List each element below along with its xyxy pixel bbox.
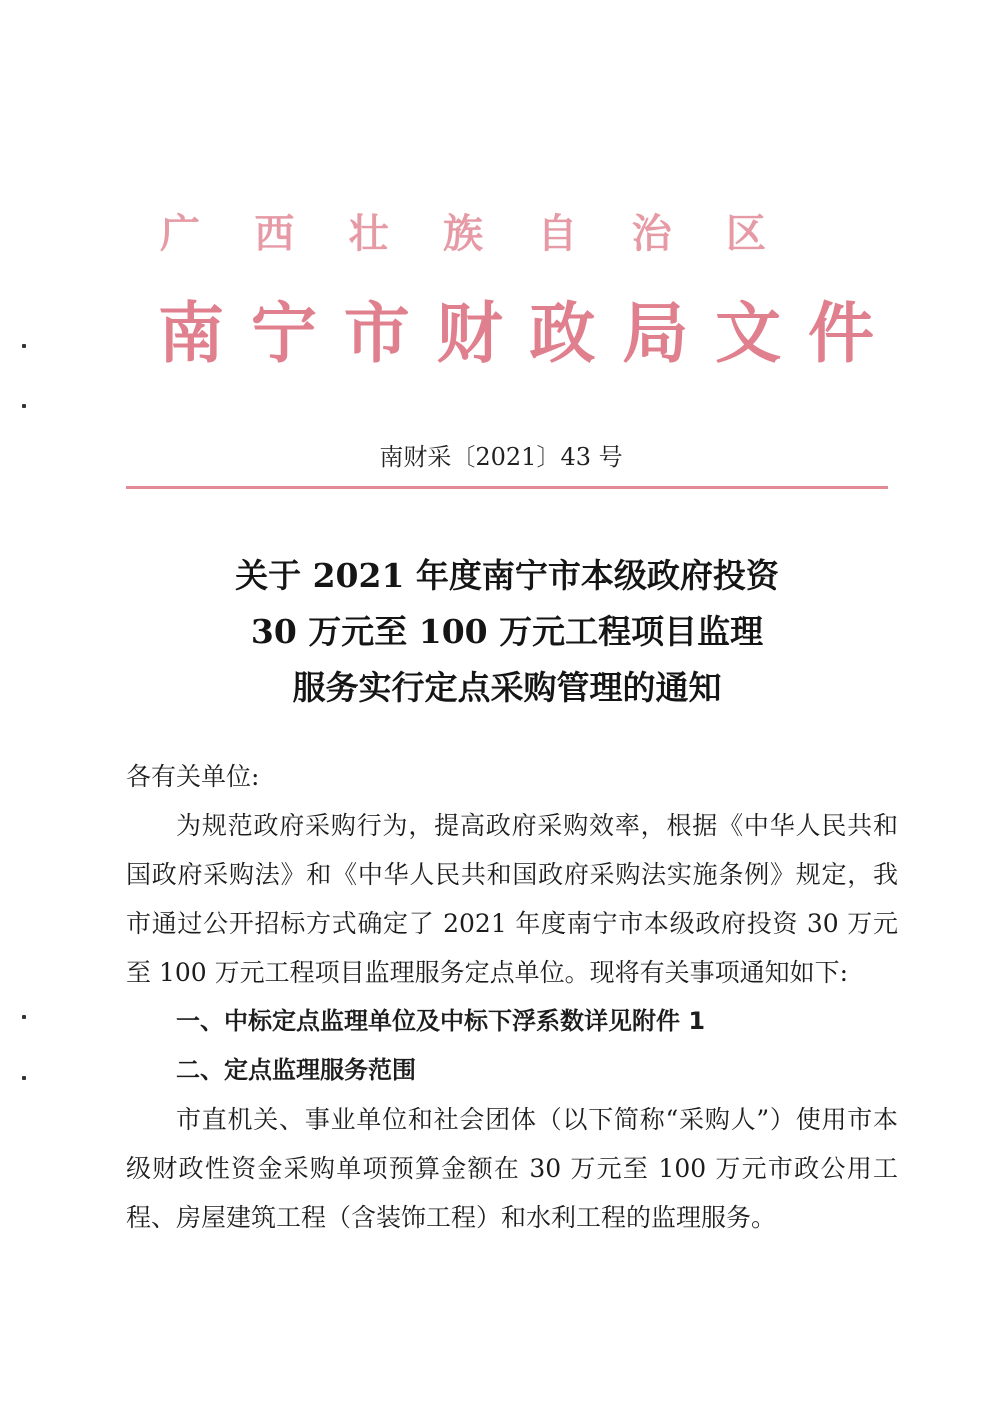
binding-hole-mark bbox=[22, 1015, 26, 1019]
intro-paragraph: 为规范政府采购行为，提高政府采购效率，根据《中华人民共和国政府采购法》和《中华人民共和国政府采购法实施条例》规定，我市通过公开招标方式确定了 2021 年度南宁市本级政府投资 30 万元至 100 万元工程项目监理服务定点单位。现将有关事项通知如下: bbox=[126, 811, 898, 987]
section-heading-1: 一、中标定点监理单位及中标下浮系数详见附件 1 bbox=[176, 1007, 706, 1035]
document-title bbox=[126, 548, 888, 716]
binding-hole-mark bbox=[22, 1076, 26, 1080]
document-body bbox=[126, 752, 898, 1242]
document-number: 南财采〔2021〕43 号 bbox=[379, 443, 623, 471]
title-line-3: 服务实行定点采购管理的通知 bbox=[292, 668, 722, 707]
title-line-1: 关于 2021 年度南宁市本级政府投资 bbox=[235, 556, 779, 595]
red-divider-line bbox=[126, 486, 888, 489]
section-heading-2: 二、定点监理服务范围 bbox=[176, 1056, 416, 1084]
salutation: 各有关单位: bbox=[126, 762, 260, 791]
title-line-2: 30 万元至 100 万元工程项目监理 bbox=[250, 612, 764, 651]
scope-paragraph: 市直机关、事业单位和社会团体（以下简称“采购人”）使用市本级财政性资金采购单项预算金额在 30 万元至 100 万元市政公用工程、房屋建筑工程（含装饰工程）和水利工程的监理服务。 bbox=[126, 1105, 898, 1232]
letterhead-region: 广西壮族自治区 bbox=[160, 210, 772, 257]
binding-hole-mark bbox=[22, 404, 26, 408]
letterhead-title: 南宁市财政局文件 bbox=[158, 294, 878, 372]
binding-hole-mark bbox=[22, 344, 26, 348]
